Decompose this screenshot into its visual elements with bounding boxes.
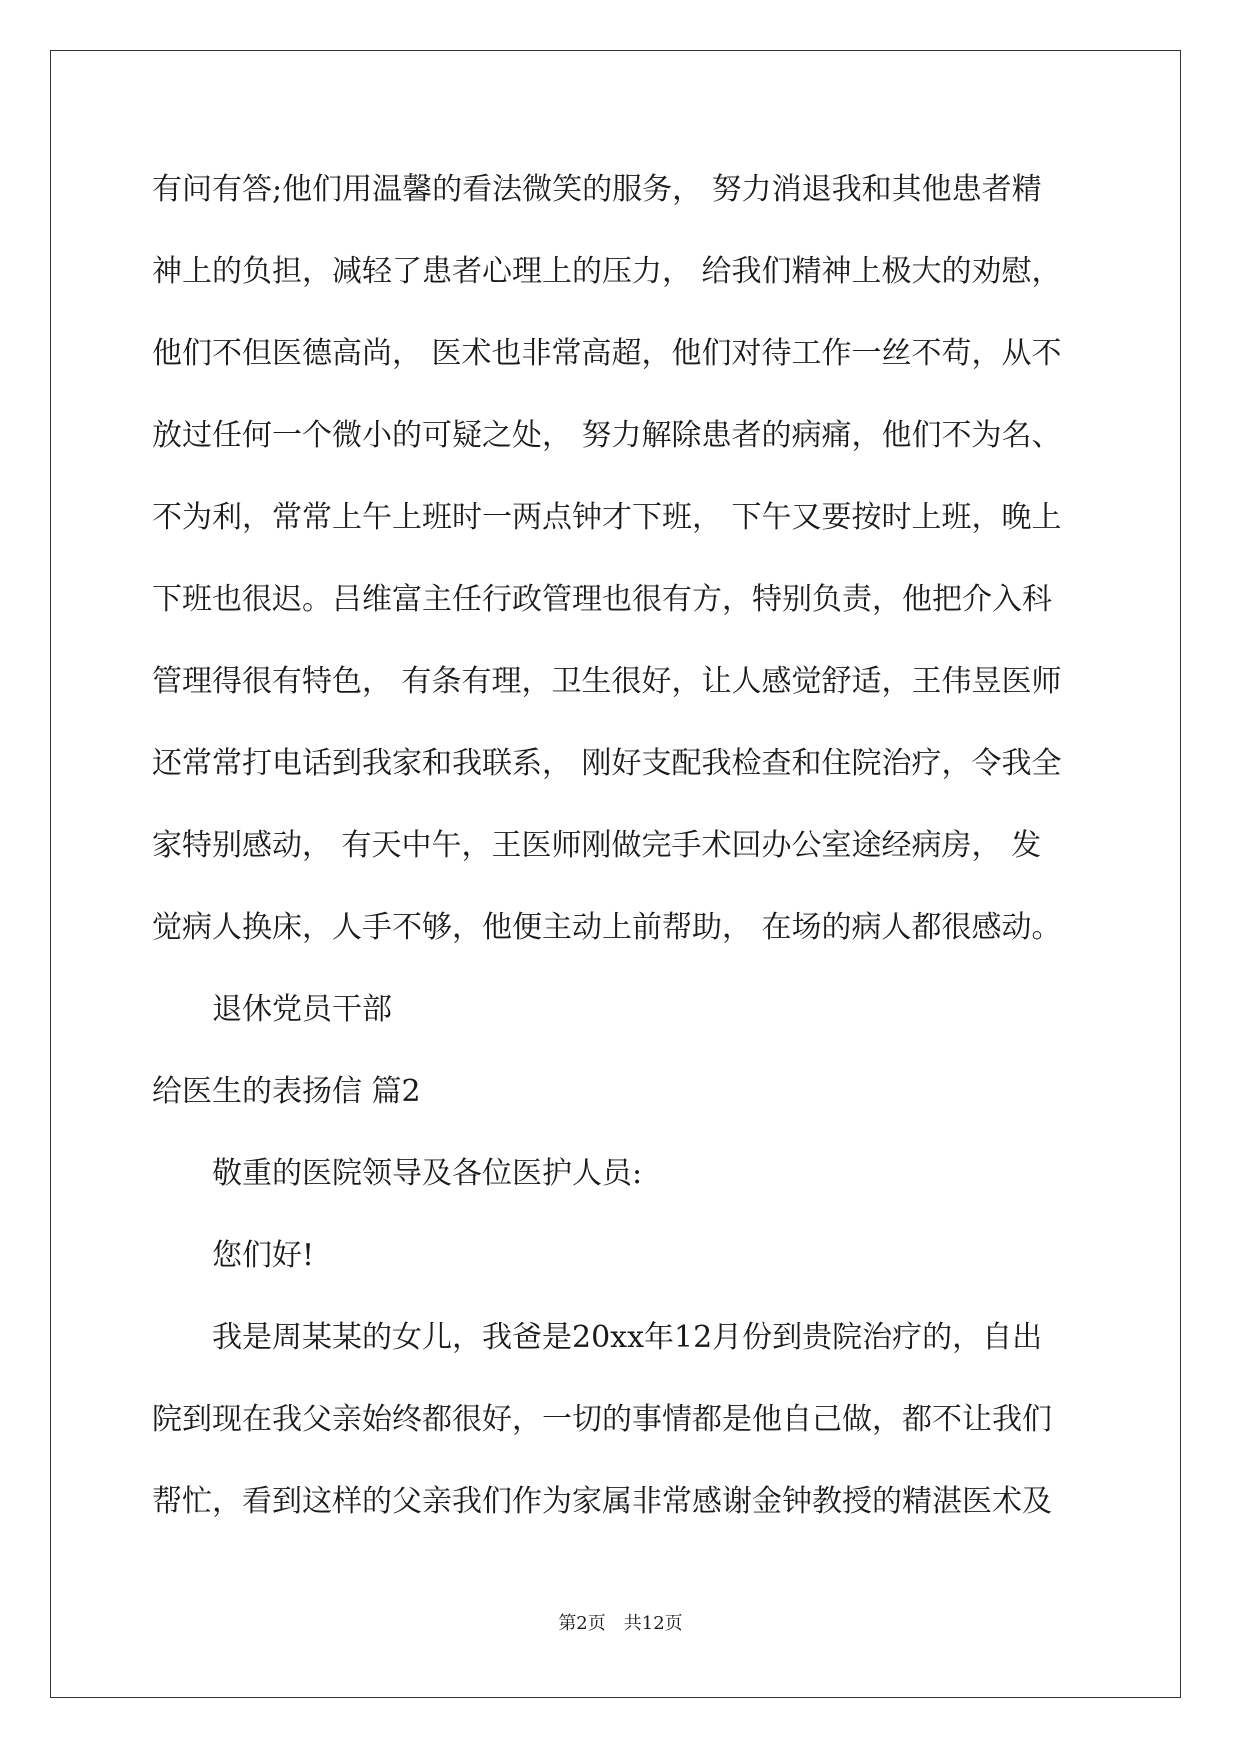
body-line: 帮忙，看到这样的父亲我们作为家属非常感谢金钟教授的精湛医术及 xyxy=(152,1484,1052,1519)
body-line: 神上的负担，减轻了患者心理上的压力， 给我们精神上极大的劝慰， xyxy=(152,254,1062,289)
body-line: 家特别感动， 有天中午，王医师刚做完手术回办公室途经病房， 发 xyxy=(152,828,1042,863)
body-line: 我是周某某的女儿，我爸是20xx年12月份到贵院治疗的，自出 xyxy=(212,1320,1043,1355)
section-title: 给医生的表扬信 篇2 xyxy=(152,1074,421,1109)
signature: 退休党员干部 xyxy=(212,992,392,1027)
page-number: 第2页 共12页 xyxy=(558,1613,683,1634)
page-frame xyxy=(50,50,1181,1698)
body-line: 还常常打电话到我家和我联系， 刚好支配我检查和住院治疗，令我全 xyxy=(152,746,1062,781)
body-line: 下班也很迟。吕维富主任行政管理也很有方，特别负责，他把介入科 xyxy=(152,582,1052,617)
body-line: 不为利，常常上午上班时一两点钟才下班， 下午又要按时上班，晚上 xyxy=(152,500,1062,535)
body-line: 放过任何一个微小的可疑之处， 努力解除患者的病痛，他们不为名、 xyxy=(152,418,1062,453)
body-line: 有问有答;他们用温馨的看法微笑的服务， 努力消退我和其他患者精 xyxy=(152,172,1042,207)
body-line: 院到现在我父亲始终都很好，一切的事情都是他自己做，都不让我们 xyxy=(152,1402,1052,1437)
body-line: 觉病人换床，人手不够，他便主动上前帮助， 在场的病人都很感动。 xyxy=(152,910,1062,945)
salutation: 敬重的医院领导及各位医护人员: xyxy=(212,1156,643,1191)
body-line: 管理得很有特色， 有条有理，卫生很好，让人感觉舒适，王伟昱医师 xyxy=(152,664,1062,699)
greeting: 您们好! xyxy=(212,1238,315,1273)
body-line: 他们不但医德高尚， 医术也非常高超，他们对待工作一丝不苟，从不 xyxy=(152,336,1062,371)
